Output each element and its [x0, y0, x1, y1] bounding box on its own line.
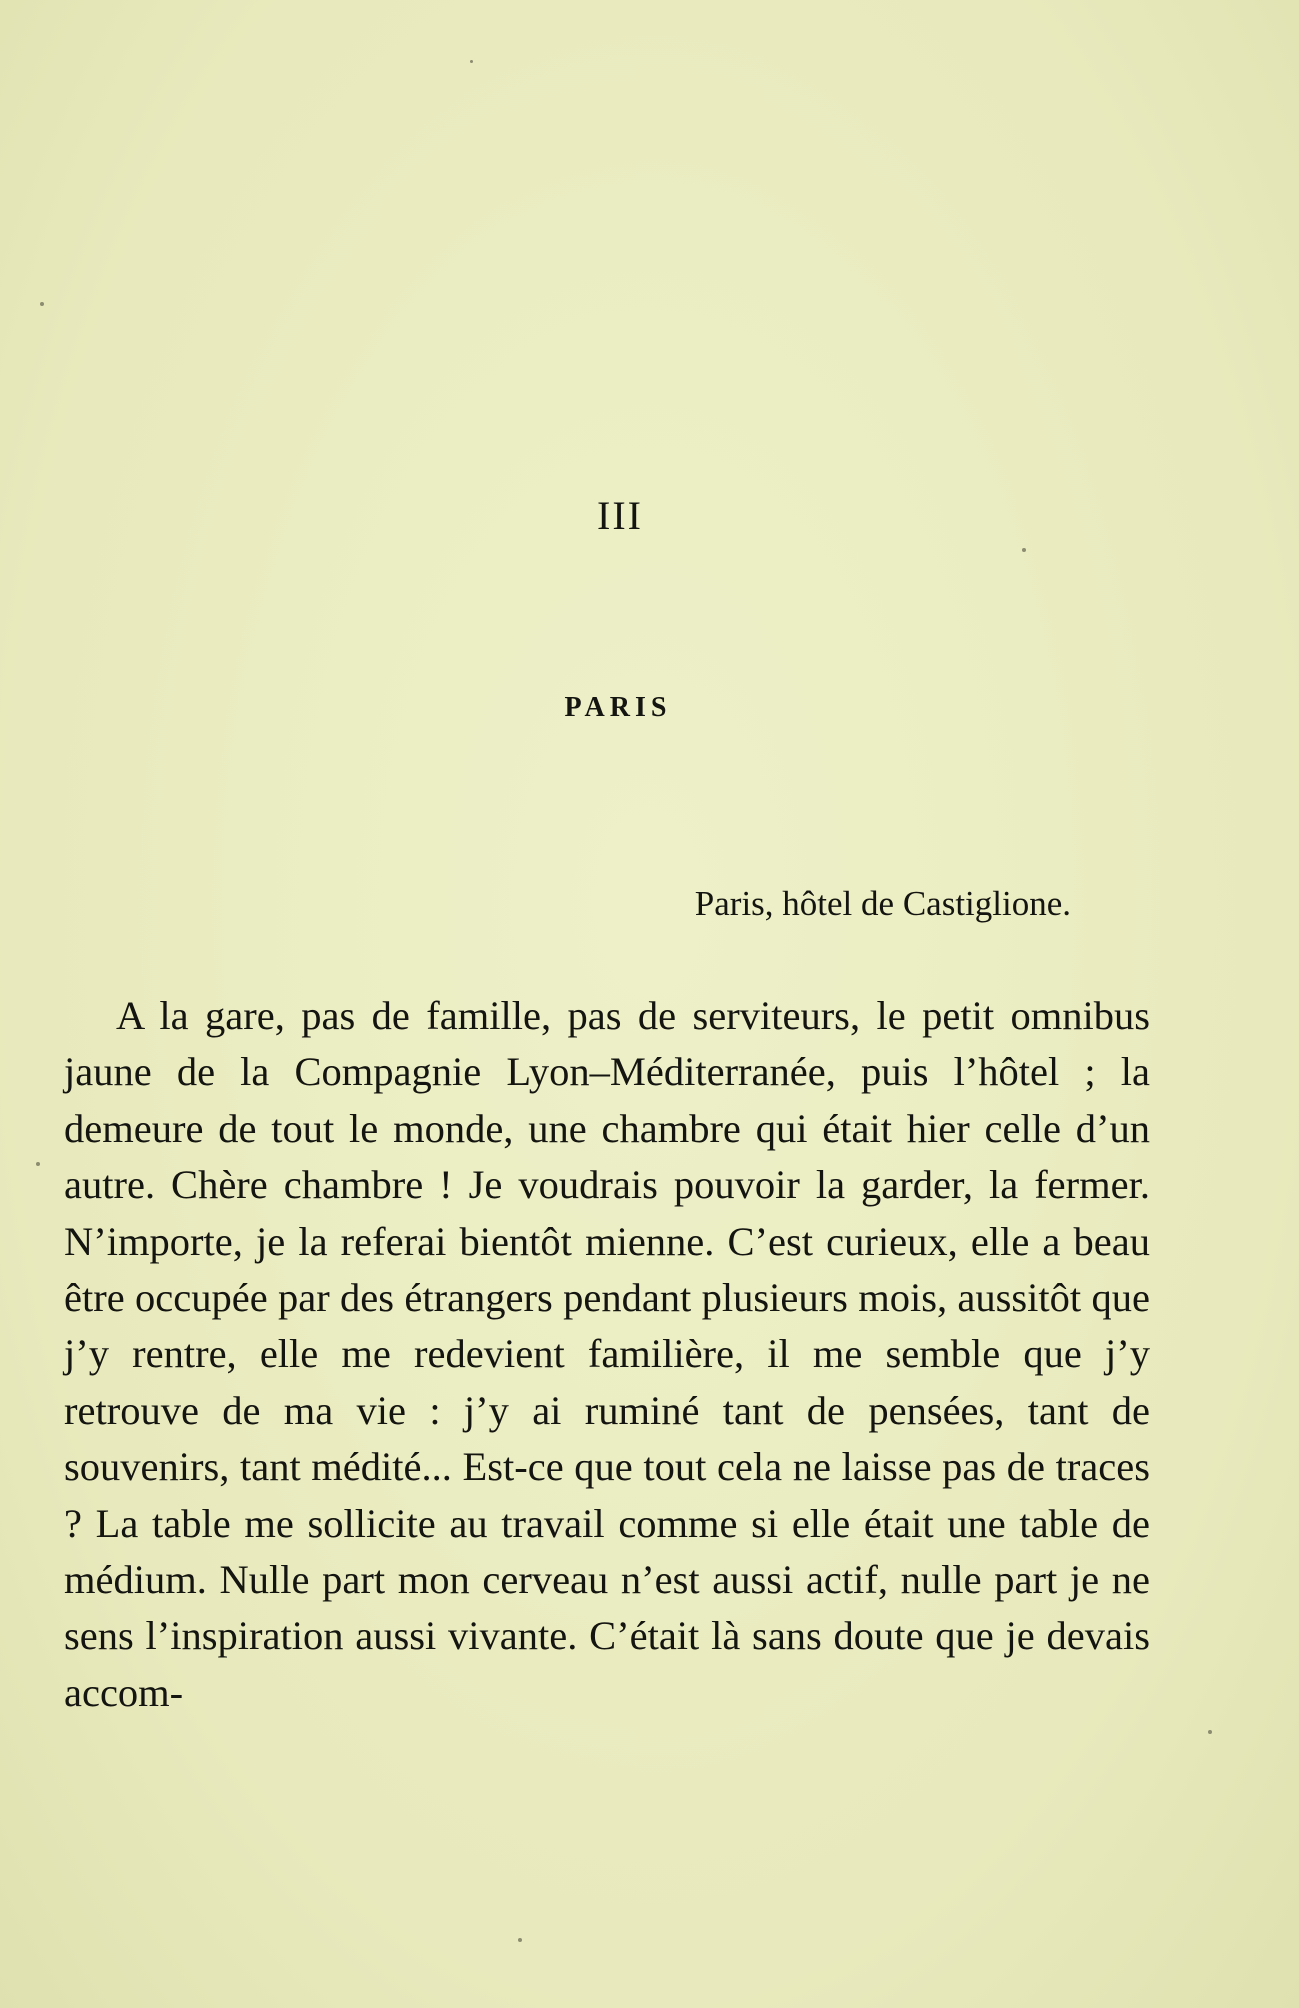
paper-speck [36, 1162, 40, 1166]
chapter-title: PARIS [564, 692, 672, 723]
paper-speck [40, 302, 44, 306]
paper-speck [518, 1938, 522, 1942]
body-paragraph: A la gare, pas de famille, pas de serviteurs, le petit omnibus jaune de la Compagnie Lyon–Méditerranée, puis l’hôtel ; la demeure de tout le monde, une chambre qui était hier celle d’un autre. Chère chambre ! Je voudrais pouvoir la garder, la fermer. N’importe, je la referai bientôt mienne. C’est curieux, elle a beau être occupée par des étrangers pendant plusieurs mois, aussitôt que j’y rentre, elle me redevient familière, il me semble que j’y retrouve de ma vie : j’y ai ruminé tant de pensées, tant de souvenirs, tant médité... Est-ce que tout cela ne laisse pas de traces ? La table me sollicite au travail comme si elle était une table de médium. Nulle part mon cerveau n’est aussi actif, nulle part je ne sens l’inspiration aussi vivante. C’était là sans doute que je devais accom- [64, 993, 1150, 1715]
chapter-number: III [597, 493, 643, 538]
dateline: Paris, hôtel de Castiglione. [694, 884, 1071, 923]
paper-speck [470, 60, 473, 63]
paper-speck [1022, 548, 1026, 552]
paper-speck [1208, 1730, 1212, 1734]
